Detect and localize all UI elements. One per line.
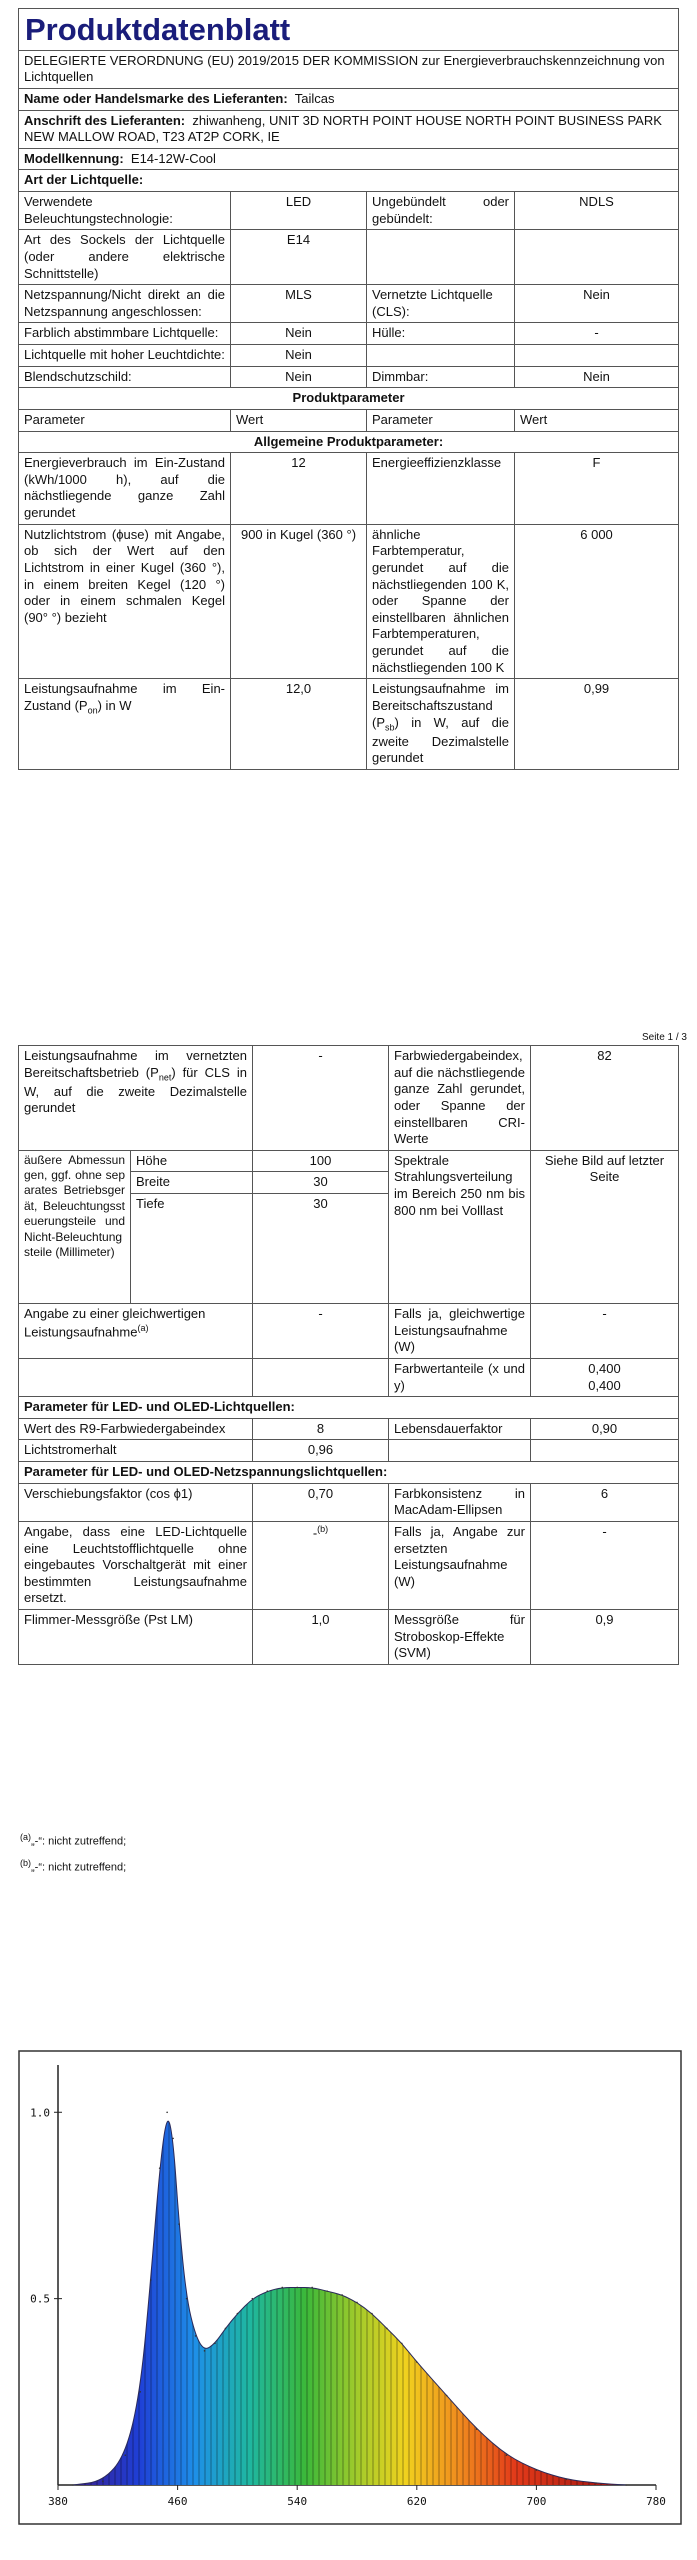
- spectrum-point: [204, 2350, 206, 2352]
- spectrum-point: [595, 2482, 597, 2484]
- datasheet-page-2: [18, 1045, 678, 1665]
- cell-value: 6 000: [515, 524, 679, 679]
- cell-label: [19, 679, 231, 770]
- table-row: [19, 1610, 679, 1665]
- cell-label: Falls ja, gleichwertige Leistungsaufnahme (W): [389, 1304, 531, 1359]
- cell-label: [389, 1440, 531, 1462]
- table-row: [19, 1150, 679, 1172]
- x-tick-label: 540: [287, 2495, 308, 2508]
- spectrum-point: [186, 2298, 188, 2300]
- cell-label: [367, 230, 515, 285]
- cell-value: 0,99: [515, 679, 679, 770]
- spectrum-point: [150, 2279, 152, 2281]
- cell-value: MLS: [231, 285, 367, 323]
- y-tick-label: 0.5: [30, 2292, 50, 2306]
- supplier-label: Name oder Handelsmarke des Lieferanten:: [24, 90, 288, 106]
- spectrum-point: [102, 2480, 104, 2482]
- cell-value: 6: [531, 1483, 679, 1521]
- label-text: Leistungsaufnahme im Bereitschaftszustand (P: [372, 681, 509, 730]
- column-header: Parameter: [367, 409, 515, 431]
- spectrum-point: [281, 2287, 283, 2289]
- cell-label: Blendschutzschild:: [19, 366, 231, 388]
- model-value: E14-12W-Cool: [130, 150, 216, 166]
- value-text: -: [312, 1525, 318, 1541]
- cell-label: Farblich abstimmbare Lichtquelle:: [19, 323, 231, 345]
- footnote-b: [20, 1858, 126, 1874]
- table-row: [19, 345, 679, 367]
- cell-label: Lichtquelle mit hoher Leuchtdichte:: [19, 345, 231, 367]
- label-subscript: net: [158, 1072, 172, 1083]
- cell-value: -: [531, 1521, 679, 1609]
- cell-value: [531, 1440, 679, 1462]
- cell-label: Wert des R9-Farbwiedergabeindex: [19, 1418, 253, 1440]
- cell-label: Farbwiedergabeindex, auf die nächstliegende ganze Zahl gerundet, oder Spanne der einstellbaren CRI-Werte: [389, 1046, 531, 1151]
- table-row: [19, 1440, 679, 1462]
- cell-value: [515, 345, 679, 367]
- x-tick-label: 780: [646, 2495, 666, 2508]
- cell-label: Lebensdauerfaktor: [389, 1418, 531, 1440]
- model-row: [19, 148, 679, 170]
- label-superscript: (a): [137, 1322, 149, 1333]
- table-row: [19, 1483, 679, 1521]
- spectrum-point: [386, 2328, 388, 2330]
- cell-label: ähnliche Farbtemperatur, gerundet auf die nächstliegenden 100 K, oder Spanne der einstellbaren ähnlichen Farbtemperaturen, gerundet auf die nächstliegenden 100 K: [367, 524, 515, 679]
- spectrum-point: [72, 2484, 74, 2486]
- cell-value: 12,0: [231, 679, 367, 770]
- cell-label: Spektrale Strahlungsverteilung im Bereich 250 nm bis 800 nm bei Volllast: [389, 1150, 531, 1303]
- allgemeine-heading: Allgemeine Produktparameter:: [19, 431, 679, 453]
- spectrum-point: [401, 2343, 403, 2345]
- cell-value: 30: [253, 1194, 389, 1304]
- column-header: Wert: [231, 409, 367, 431]
- cell-label: Energieeffizienzklasse: [367, 453, 515, 525]
- table-row: [19, 524, 679, 679]
- spectrum-point: [311, 2287, 313, 2289]
- footnote-a: [20, 1832, 126, 1848]
- cell-label: Verschiebungsfaktor (cos ϕ1): [19, 1483, 253, 1521]
- cell-value: -: [253, 1046, 389, 1151]
- footnote-text: „-“: nicht zutreffend;: [31, 1835, 127, 1848]
- cell-label: Hülle:: [367, 323, 515, 345]
- cell-empty: [19, 1358, 253, 1396]
- spectrum-point: [267, 2290, 269, 2292]
- model-label: Modellkennung:: [24, 150, 124, 166]
- table-row: [19, 285, 679, 323]
- table-row: [19, 1418, 679, 1440]
- spectrum-point: [225, 2328, 227, 2330]
- spectrum-point: [536, 2469, 538, 2471]
- spectrum-point: [124, 2454, 126, 2456]
- spectrum-point: [326, 2290, 328, 2292]
- cell-value: 0,70: [253, 1483, 389, 1521]
- cell-label: [367, 679, 515, 770]
- table-row: [19, 366, 679, 388]
- cell-value: -: [515, 323, 679, 345]
- cell-label: Verwendete Beleuchtungstechnologie:: [19, 192, 231, 230]
- cell-value: F: [515, 453, 679, 525]
- table-row: [19, 323, 679, 345]
- spectrum-point: [506, 2454, 508, 2456]
- address-row: [19, 110, 679, 148]
- spectrum-point: [139, 2391, 141, 2393]
- cell-label: Farbkonsistenz in MacAdam-Ellipsen: [389, 1483, 531, 1521]
- cell-value: NDLS: [515, 192, 679, 230]
- spectrum-point: [341, 2294, 343, 2296]
- label-text: Angabe zu einer gleichwertigen Leistungsaufnahme: [24, 1306, 206, 1339]
- datasheet-table-1: [18, 8, 679, 770]
- label-text: ) für CLS in W, auf die zweite Dezimalstelle gerundet: [24, 1064, 247, 1116]
- label-text: ) in W, auf die zweite Dezimalstelle gerundet: [372, 714, 509, 766]
- cell-value: Nein: [231, 323, 367, 345]
- table-row: [19, 1046, 679, 1151]
- spectrum-point: [296, 2287, 298, 2289]
- cell-value: [515, 230, 679, 285]
- cell-label: Art des Sockels der Lichtquelle (oder andere elektrische Schnittstelle): [19, 230, 231, 285]
- cell-label: [19, 1046, 253, 1151]
- footnote-mark: (b): [20, 1858, 31, 1868]
- table-row: [19, 192, 679, 230]
- table-row: [19, 1304, 679, 1359]
- chroma-x: 0,400: [588, 1360, 621, 1376]
- table-row: [19, 230, 679, 285]
- cell-value: [253, 1521, 389, 1609]
- value-superscript: (b): [317, 1523, 329, 1534]
- spectrum-point: [416, 2361, 418, 2363]
- x-tick-label: 620: [406, 2495, 427, 2508]
- cell-label: Höhe: [131, 1150, 253, 1172]
- art-heading: Art der Lichtquelle:: [19, 170, 679, 192]
- spectrum-chart: [18, 2050, 682, 2525]
- spectrum-point: [446, 2395, 448, 2397]
- chroma-y: 0,400: [588, 1377, 621, 1393]
- cell-label: Messgröße für Stroboskop-Effekte (SVM): [389, 1610, 531, 1665]
- spectrum-point: [356, 2302, 358, 2304]
- cell-label: Vernetzte Lichtquelle (CLS):: [367, 285, 515, 323]
- cell-value: 0,9: [531, 1610, 679, 1665]
- spectrum-point: [625, 2484, 627, 2486]
- cell-value: 30: [253, 1172, 389, 1194]
- regulation-text: DELEGIERTE VERORDNUNG (EU) 2019/2015 DER KOMMISSION zur Energieverbrauchskennzeichnung von Lichtquellen: [19, 50, 679, 88]
- address-label: Anschrift des Lieferanten:: [24, 112, 186, 128]
- label-text: Leistungsaufnahme im Ein-Zustand (P: [24, 681, 225, 713]
- spectrum-point: [252, 2298, 254, 2300]
- cell-label: Dimmbar:: [367, 366, 515, 388]
- table-row: [19, 1358, 679, 1396]
- table-row: [19, 453, 679, 525]
- label-subscript: on: [87, 705, 98, 716]
- footnote-text: „-“: nicht zutreffend;: [31, 1861, 127, 1874]
- cell-value: -: [531, 1304, 679, 1359]
- cell-label: Tiefe: [131, 1194, 253, 1304]
- cell-value: Nein: [515, 285, 679, 323]
- cell-value: 900 in Kugel (360 °): [231, 524, 367, 679]
- label-text: Leistungsaufnahme im vernetzten Bereitschaftsbetrieb (P: [24, 1048, 247, 1080]
- spectrum-point: [178, 2223, 180, 2225]
- cell-label: Falls ja, Angabe zur ersetzten Leistungsaufnahme (W): [389, 1521, 531, 1609]
- cell-value: 8: [253, 1418, 389, 1440]
- supplier-value: Tailcas: [294, 90, 335, 106]
- cell-label: [19, 1304, 253, 1359]
- cell-value: Siehe Bild auf letzter Seite: [531, 1150, 679, 1303]
- spectrum-point: [476, 2428, 478, 2430]
- spectrum-point: [566, 2479, 568, 2481]
- cell-label: äußere Abmessungen, ggf. ohne separates Betriebsgerät, Beleuchtungssteuerungsteile und Nicht-Beleuchtungsteile (Millimeter): [19, 1150, 131, 1303]
- spectrum-point: [159, 2167, 161, 2169]
- cell-value: LED: [231, 192, 367, 230]
- footnote-mark: (a): [20, 1832, 31, 1842]
- cell-value: -: [253, 1304, 389, 1359]
- cell-value: 100: [253, 1150, 389, 1172]
- produktparameter-heading: Produktparameter: [19, 388, 679, 410]
- spectrum-point: [195, 2335, 197, 2337]
- column-header: Parameter: [19, 409, 231, 431]
- spectrum-point: [172, 2138, 174, 2140]
- cell-value: Nein: [515, 366, 679, 388]
- cell-value: [531, 1358, 679, 1396]
- datasheet-table-2: [18, 1045, 679, 1665]
- x-tick-label: 460: [167, 2495, 188, 2508]
- supplier-row: [19, 88, 679, 110]
- cell-label: Lichtstromerhalt: [19, 1440, 253, 1462]
- page-title: Produktdatenblatt: [19, 9, 679, 51]
- cell-value: Nein: [231, 366, 367, 388]
- table-row: [19, 679, 679, 770]
- table-row: [19, 1521, 679, 1609]
- cell-label: Farbwertanteile (x und y): [389, 1358, 531, 1396]
- cell-label: Ungebündelt oder gebündelt:: [367, 192, 515, 230]
- address-value: zhiwanheng, UNIT 3D NORTH POINT HOUSE NORTH POINT BUSINESS PARK NEW MALLOW ROAD, T23 AT2P CORK, IE: [24, 112, 662, 145]
- column-header: Wert: [515, 409, 679, 431]
- cell-label: Nutzlichtstrom (ϕuse) mit Angabe, ob sich der Wert auf den Lichtstrom in einer Kugel (360 °), in einem breiten Kegel (120 °) oder in einem schmalen Kegel (90° °) bezieht: [19, 524, 231, 679]
- cell-label: [367, 345, 515, 367]
- cell-empty: [253, 1358, 389, 1396]
- cell-value: Nein: [231, 345, 367, 367]
- spectrum-point: [166, 2111, 168, 2113]
- led-heading: Parameter für LED- und OLED-Lichtquellen:: [19, 1397, 679, 1419]
- label-text: ) in W: [97, 697, 132, 713]
- mls-heading: Parameter für LED- und OLED-Netzspannungslichtquellen:: [19, 1462, 679, 1484]
- cell-value: 1,0: [253, 1610, 389, 1665]
- cell-label: Energieverbrauch im Ein-Zustand (kWh/1000 h), auf die nächstliegende ganze Zahl gerundet: [19, 453, 231, 525]
- cell-label: Flimmer-Messgröße (Pst LM): [19, 1610, 253, 1665]
- cell-value: 82: [531, 1046, 679, 1151]
- cell-value: E14: [231, 230, 367, 285]
- column-header-row: [19, 409, 679, 431]
- cell-label: Netzspannung/Nicht direkt an die Netzspannung angeschlossen:: [19, 285, 231, 323]
- cell-label: Breite: [131, 1172, 253, 1194]
- datasheet-page-1: [18, 8, 678, 770]
- cell-value: 0,90: [531, 1418, 679, 1440]
- spectrum-point: [371, 2313, 373, 2315]
- cell-label: Angabe, dass eine LED-Lichtquelle eine Leuchtstofflichtquelle ohne eingebautes Vorschaltgerät mit einer bestimmten Leistungsaufnahme ersetzt.: [19, 1521, 253, 1609]
- y-tick-label: 1.0: [30, 2106, 50, 2120]
- cell-value: 12: [231, 453, 367, 525]
- spectrum-point: [237, 2313, 239, 2315]
- spectrum-point: [214, 2343, 216, 2345]
- cell-value: 0,96: [253, 1440, 389, 1462]
- label-subscript: sb: [385, 722, 395, 733]
- spectrum-chart-svg: [18, 2050, 682, 2525]
- page-number: Seite 1 / 3: [641, 1032, 687, 1043]
- x-tick-label: 700: [526, 2495, 547, 2508]
- x-tick-label: 380: [48, 2495, 68, 2508]
